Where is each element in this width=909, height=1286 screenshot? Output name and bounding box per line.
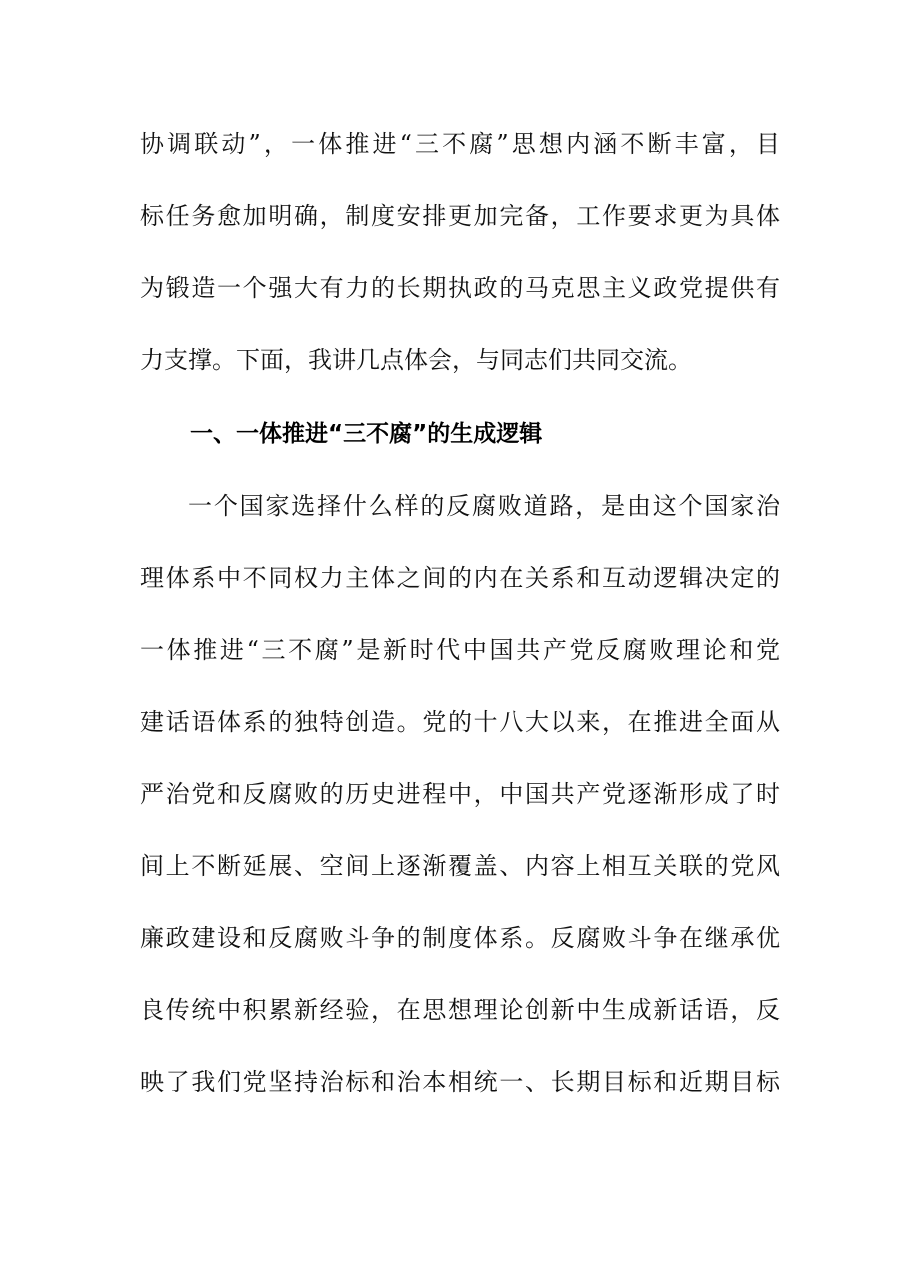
paragraph-line: 力支撑。下面，我讲几点体会，与同志们共同交流。 xyxy=(140,346,692,374)
paragraph-line: 间上不断延展、空间上逐渐覆盖、内容上相互关联的党风 xyxy=(140,852,780,880)
section-heading: 一、一体推进“三不腐”的生成逻辑 xyxy=(190,421,543,447)
paragraph-line: 标任务愈加明确，制度安排更加完备，工作要求更为具体 xyxy=(140,202,780,230)
paragraph-line: 协调联动”，一体推进“三不腐”思想内涵不断丰富，目 xyxy=(140,130,780,158)
paragraph-line: 映了我们党坚持治标和治本相统一、长期目标和近期目标 xyxy=(140,1068,780,1096)
paragraph-line: 一个国家选择什么样的反腐败道路，是由这个国家治 xyxy=(188,492,780,520)
paragraph-line: 为锻造一个强大有力的长期执政的马克思主义政党提供有 xyxy=(140,274,780,302)
paragraph-line: 一体推进“三不腐”是新时代中国共产党反腐败理论和党 xyxy=(140,636,780,664)
paragraph-line: 建话语体系的独特创造。党的十八大以来，在推进全面从 xyxy=(140,708,780,736)
paragraph-line: 廉政建设和反腐败斗争的制度体系。反腐败斗争在继承优 xyxy=(140,924,780,952)
paragraph-line: 良传统中积累新经验，在思想理论创新中生成新话语，反 xyxy=(140,996,780,1024)
paragraph-line: 严治党和反腐败的历史进程中，中国共产党逐渐形成了时 xyxy=(140,780,780,808)
paragraph-line: 理体系中不同权力主体之间的内在关系和互动逻辑决定的 xyxy=(140,564,780,592)
